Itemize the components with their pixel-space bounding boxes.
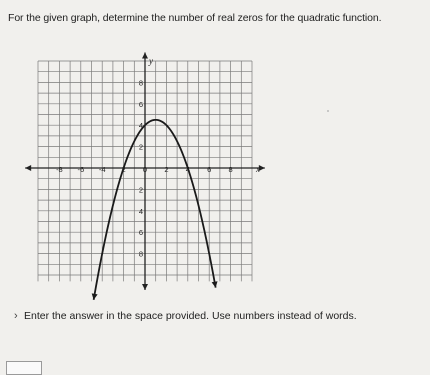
y-axis-label: y: [149, 56, 153, 66]
y-tick-label: 8: [138, 249, 143, 259]
y-tick-label: 2: [138, 142, 143, 152]
y-tick-label: 8: [138, 78, 143, 88]
x-tick-label: 2: [164, 165, 169, 174]
x-tick-label: -6: [77, 165, 85, 174]
graph: [0, 36, 290, 304]
y-tick-label: 6: [138, 228, 143, 238]
y-tick-label: 4: [138, 121, 143, 131]
graph-panel: [0, 36, 290, 304]
instruction-row: [14, 310, 414, 322]
x-tick-label: 8: [228, 165, 233, 174]
question-text: For the given graph, determine the number of real zeros for the quadratic function.: [8, 12, 382, 24]
x-tick-label: -4: [98, 165, 106, 174]
x-tick-label: 0: [142, 165, 148, 174]
answer-input[interactable]: [6, 361, 42, 375]
x-tick-label: 4: [185, 165, 190, 174]
x-tick-label: 2: [121, 165, 126, 174]
chevron-right-icon: ›: [14, 310, 18, 322]
instruction-text: Enter the answer in the space provided. Use numbers instead of words.: [24, 310, 357, 322]
y-tick-label: 2: [138, 185, 143, 195]
x-tick-label: -8: [56, 165, 63, 174]
x-tick-label: 6: [207, 165, 212, 174]
x-axis-arrow-left: [25, 165, 31, 171]
y-tick-label: 4: [138, 206, 143, 216]
y-axis-arrow-up: [142, 52, 148, 58]
y-tick-label: 6: [138, 99, 143, 109]
x-axis-label: x: [256, 164, 260, 174]
decorative-dot: [327, 110, 329, 112]
y-axis-arrow-down: [142, 284, 148, 290]
